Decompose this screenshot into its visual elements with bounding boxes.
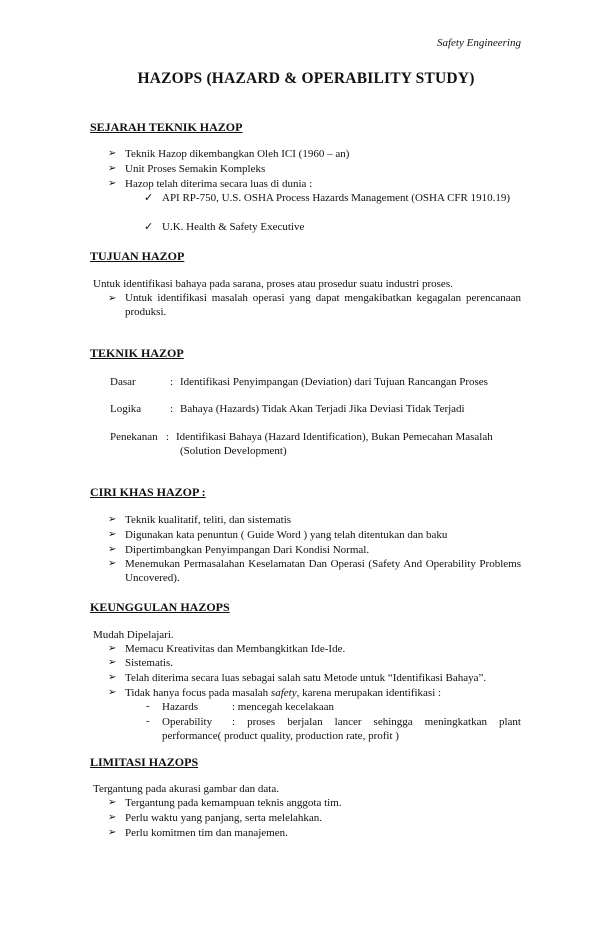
list-item bbox=[125, 686, 441, 700]
section-heading-ciri-khas: CIRI KHAS HAZOP : bbox=[90, 485, 206, 499]
definition-label: Dasar bbox=[110, 376, 136, 388]
arrow-bullet-icon: ➢ bbox=[108, 827, 117, 838]
dash-description: : mencegah kecelakaan bbox=[232, 701, 334, 713]
definition-label: Penekanan bbox=[110, 431, 158, 443]
dash-description: : proses berjalan lancer sehingga meningkatkan plant performance( product quality, production rate, profit ) bbox=[162, 716, 521, 742]
arrow-bullet-icon: ➢ bbox=[108, 148, 117, 159]
arrow-bullet-icon: ➢ bbox=[108, 163, 117, 174]
checkmark-bullet-icon: ✓ bbox=[144, 192, 154, 204]
list-item: Digunakan kata penuntun ( Guide Word ) yang telah ditentukan dan baku bbox=[125, 529, 448, 541]
dash-term: Hazards bbox=[162, 701, 199, 713]
arrow-bullet-icon: ➢ bbox=[108, 514, 117, 525]
dash-bullet: - bbox=[146, 700, 150, 712]
list-item: Unit Proses Semakin Kompleks bbox=[125, 163, 266, 175]
list-sub-item: API RP-750, U.S. OSHA Process Hazards Management (OSHA CFR 1910.19) bbox=[162, 192, 511, 204]
arrow-bullet-icon: ➢ bbox=[108, 544, 117, 555]
section-heading-tujuan: TUJUAN HAZOP bbox=[90, 249, 185, 263]
dash-bullet: - bbox=[146, 715, 150, 727]
list-item-prefix: Tidak hanya focus pada masalah bbox=[125, 687, 271, 699]
definition-separator: : bbox=[170, 376, 174, 388]
dash-term: Operability bbox=[162, 716, 213, 728]
list-item: Sistematis. bbox=[125, 657, 173, 669]
section-heading-limitasi: LIMITASI HAZOPS bbox=[90, 755, 199, 769]
paragraph: Untuk identifikasi bahaya pada sarana, proses atau prosedur suatu industri proses. bbox=[93, 278, 453, 290]
list-item: Dipertimbangkan Penyimpangan Dari Kondisi Normal. bbox=[125, 544, 370, 556]
list-item: Teknik Hazop dikembangkan Oleh ICI (1960 – an) bbox=[125, 148, 350, 160]
arrow-bullet-icon: ➢ bbox=[108, 657, 117, 668]
definition-separator: : bbox=[166, 431, 170, 443]
definition-value-continued: (Solution Development) bbox=[180, 445, 287, 457]
paragraph: Mudah Dipelajari. bbox=[93, 629, 174, 641]
definition-label: Logika bbox=[110, 403, 142, 415]
list-item: Menemukan Permasalahan Keselamatan Dan Operasi (Safety And Operability Problems Uncovered). bbox=[125, 558, 521, 584]
section-heading-sejarah: SEJARAH TEKNIK HAZOP bbox=[90, 120, 243, 134]
list-item: Tergantung pada kemampuan teknis anggota tim. bbox=[125, 797, 342, 809]
list-item-italic: safety bbox=[270, 687, 297, 699]
arrow-bullet-icon: ➢ bbox=[108, 812, 117, 823]
arrow-bullet-icon: ➢ bbox=[108, 687, 117, 698]
page-title: HAZOPS (HAZARD & OPERABILITY STUDY) bbox=[137, 70, 475, 87]
running-header: Safety Engineering bbox=[436, 37, 521, 49]
paragraph: Tergantung pada akurasi gambar dan data. bbox=[93, 783, 279, 795]
arrow-bullet-icon: ➢ bbox=[108, 293, 117, 304]
list-item-suffix: , karena merupakan identifikasi : bbox=[296, 687, 442, 699]
list-item: Telah diterima secara luas sebagai salah satu Metode untuk “Identifikasi Bahaya”. bbox=[125, 672, 487, 684]
checkmark-bullet-icon: ✓ bbox=[144, 221, 154, 233]
list-item: Hazop telah diterima secara luas di dunia : bbox=[125, 178, 313, 190]
arrow-bullet-icon: ➢ bbox=[108, 643, 117, 654]
section-heading-keunggulan: KEUNGGULAN HAZOPS bbox=[90, 600, 230, 614]
arrow-bullet-icon: ➢ bbox=[108, 797, 117, 808]
arrow-bullet-icon: ➢ bbox=[108, 178, 117, 189]
list-item: Perlu komitmen tim dan manajemen. bbox=[125, 827, 288, 839]
arrow-bullet-icon: ➢ bbox=[108, 672, 117, 683]
list-sub-item: U.K. Health & Safety Executive bbox=[162, 221, 305, 233]
list-item: Untuk identifikasi masalah operasi yang dapat mengakibatkan kegagalan perencanaan produksi. bbox=[125, 292, 521, 318]
definition-value: Identifikasi Bahaya (Hazard Identification), Bukan Pemecahan Masalah bbox=[176, 431, 493, 443]
definition-value: Identifikasi Penyimpangan (Deviation) dari Tujuan Rancangan Proses bbox=[180, 376, 488, 388]
arrow-bullet-icon: ➢ bbox=[108, 558, 117, 569]
arrow-bullet-icon: ➢ bbox=[108, 529, 117, 540]
list-item: Perlu waktu yang panjang, serta melelahkan. bbox=[125, 812, 323, 824]
definition-separator: : bbox=[170, 403, 174, 415]
list-item: Memacu Kreativitas dan Membangkitkan Ide-Ide. bbox=[125, 643, 346, 655]
definition-value: Bahaya (Hazards) Tidak Akan Terjadi Jika Deviasi Tidak Terjadi bbox=[180, 403, 465, 415]
list-item: Teknik kualitatif, teliti, dan sistematis bbox=[125, 514, 292, 526]
section-heading-teknik: TEKNIK HAZOP bbox=[90, 346, 184, 360]
